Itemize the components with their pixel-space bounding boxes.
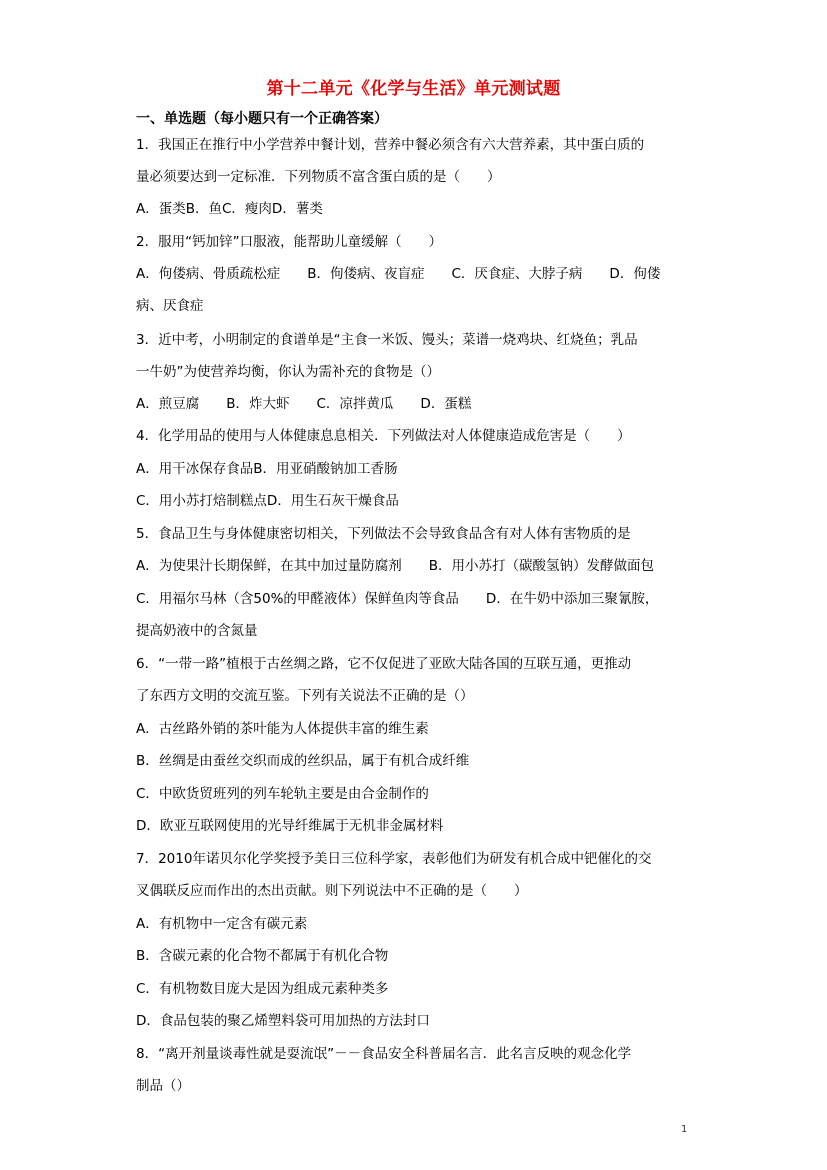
text-line: 8．“离开剂量谈毒性就是耍流氓”－－食品安全科普届名言．此名言反映的观念化学 [136, 1046, 632, 1062]
text-line: A．古丝路外销的茶叶能为人体提供丰富的维生素 [136, 721, 429, 737]
text-line: 2．服用“钙加锌”口服液，能帮助儿童缓解（ ） [136, 234, 443, 250]
text-line: A．为使果汁长期保鲜，在其中加过量防腐剂 B．用小苏打（碳酸氢钠）发酵做面包 [136, 558, 654, 574]
text-line: A．有机物中一定含有碳元素 [136, 916, 308, 932]
text-line: 量必须要达到一定标准．下列物质不富含蛋白质的是（ ） [136, 169, 501, 185]
text-line: 7．2010年诺贝尔化学奖授予美日三位科学家，表彰他们为研发有机合成中钯催化的交 [136, 851, 652, 867]
text-line: C．用小苏打焙制糕点D．用生石灰干燥食品 [136, 493, 399, 509]
text-line: B．含碳元素的化合物不都属于有机化合物 [136, 948, 389, 964]
text-line: 制品（） [136, 1078, 190, 1094]
text-line: A．用干冰保存食品B．用亚硝酸钠加工香肠 [136, 461, 398, 477]
text-line: C．有机物数目庞大是因为组成元素种类多 [136, 981, 389, 997]
text-line: C．中欧货贸班列的列车轮轨主要是由合金制作的 [136, 786, 429, 802]
text-line: D．食品包装的聚乙烯塑料袋可用加热的方法封口 [136, 1013, 430, 1029]
text-line: D．欧亚互联网使用的光导纤维属于无机非金属材料 [136, 818, 444, 834]
text-line: 病、厌食症 [136, 298, 204, 314]
text-line: 提高奶液中的含氮量 [136, 623, 258, 639]
text-line: C．用福尔马林（含50%的甲醛液体）保鲜鱼肉等食品 D．在牛奶中添加三聚氰胺， [136, 591, 659, 607]
text-line: 了东西方文明的交流互鉴。下列有关说法不正确的是（） [136, 688, 474, 704]
text-line: 一牛奶”为使营养均衡，你认为需补充的食物是（） [136, 364, 440, 380]
text-line: 3．近中考，小明制定的食谱单是“主食一米饭、馒头；菜谱一烧鸡块、红烧鱼；乳品 [136, 332, 638, 348]
text-line: A．佝偻病、骨质疏松症 B．佝偻病、夜盲症 C．厌食症、大脖子病 D．佝偻 [136, 266, 661, 282]
text-line: 1．我国正在推行中小学营养中餐计划，营养中餐必须含有六大营养素，其中蛋白质的 [136, 137, 645, 153]
page-number: 1 [681, 1124, 688, 1135]
text-line: 叉偶联反应而作出的杰出贡献。则下列说法中不正确的是（ ） [136, 883, 528, 899]
text-line: A．煎豆腐 B．炸大虾 C．凉拌黄瓜 D．蛋糕 [136, 396, 472, 412]
document-title: 第十二单元《化学与生活》单元测试题 [266, 79, 561, 99]
text-line: A．蛋类B．鱼C．瘦肉D．薯类 [136, 201, 323, 217]
text-line: 6．“一带一路”植根于古丝绸之路，它不仅促进了亚欧大陆各国的互联互通，更推动 [136, 656, 632, 672]
text-line: 5．食品卫生与身体健康密切相关，下列做法不会导致食品含有对人体有害物质的是 [136, 526, 631, 542]
text-line: B．丝绸是由蚕丝交织而成的丝织品，属于有机合成纤维 [136, 753, 470, 769]
section-heading: 一、单选题（每小题只有一个正确答案） [136, 111, 388, 127]
text-line: 4．化学用品的使用与人体健康息息相关．下列做法对人体健康造成危害是（ ） [136, 428, 631, 444]
